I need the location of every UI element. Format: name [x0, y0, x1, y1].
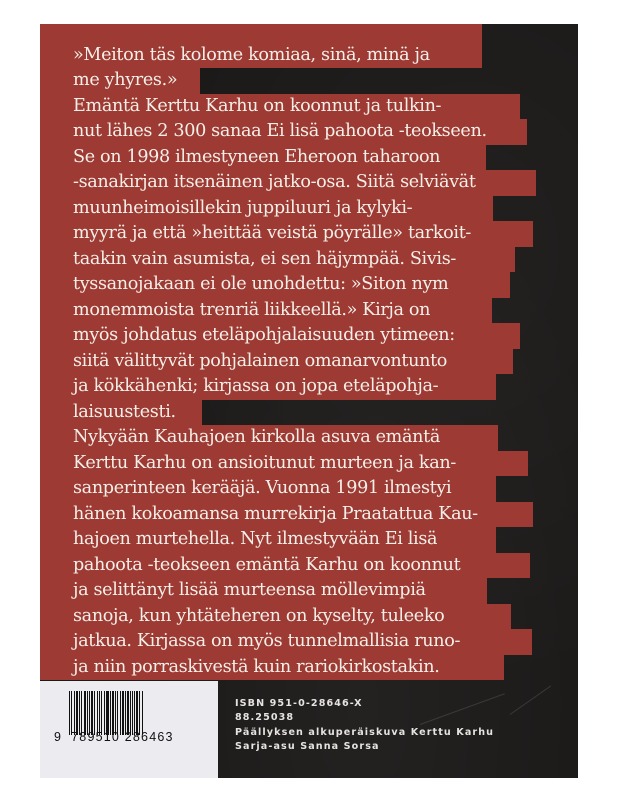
- blurb-line: [40, 476, 496, 502]
- blurb-line-text: Nykyään Kauhajoen kirkolla asuva emäntä: [73, 427, 440, 447]
- publication-info: [235, 697, 494, 754]
- blurb-line-text: myyrä ja että »heittää veistä pöyrälle» tarkoit-: [73, 223, 472, 243]
- blurb-line-text: me yhyres.»: [73, 70, 178, 90]
- blurb-line-text: Se on 1998 ilmestyneen Eheroon taharoon: [73, 146, 441, 167]
- blurb-line-text: »Meiton täs kolome komiaa, sinä, minä ja: [73, 44, 430, 65]
- blurb-line: [40, 272, 510, 298]
- blurb-line-text: sanperinteen kerääjä. Vuonna 1991 ilmestyi: [73, 478, 452, 498]
- blurb-text: [40, 24, 578, 680]
- blurb-line: [40, 349, 513, 375]
- blurb-line-text: Kerttu Karhu on ansioitunut murteen ja kan-: [73, 452, 456, 473]
- blurb-line-text: Emäntä Kerttu Karhu on koonnut ja tulkin-: [73, 95, 442, 116]
- blurb-line: [40, 94, 520, 120]
- blurb-line: [40, 323, 520, 349]
- blurb-line-text: taakin vain asumista, ei sen häjympää. Sivis-: [73, 248, 456, 269]
- blurb-line-text: -sanakirjan itsenäinen jatko-osa. Siitä selviävät: [73, 172, 476, 192]
- bottom-strip: [40, 681, 578, 778]
- blurb-line: [40, 221, 533, 247]
- blurb-line: [40, 553, 530, 579]
- blurb-line: [40, 247, 515, 273]
- blurb-line-text: muunheimoisillekin juppiluuri ja kylyki-: [73, 197, 413, 218]
- barcode-lead-digit: 9: [54, 730, 63, 744]
- blurb-line: [40, 425, 498, 451]
- blurb-line: [40, 119, 527, 145]
- blurb-line-text: jatkua. Kirjassa on myös tunnelmallisia runo-: [73, 631, 461, 651]
- blurb-line: [40, 655, 504, 681]
- blurb-line-text: hajoen murtehella. Nyt ilmestyvään Ei lisä: [73, 529, 438, 549]
- barcode-icon: [69, 691, 171, 735]
- blurb-line: [40, 604, 511, 630]
- blurb-line-text: ja niin porraskivestä kuin rariokirkostakin.: [73, 656, 440, 677]
- cover-image-credit: Päällyksen alkuperäiskuva Kerttu Karhu: [235, 726, 495, 738]
- blurb-line: [40, 298, 492, 324]
- blurb-line-text: hänen kokoamansa murrekirja Praatattua Kau-: [73, 503, 478, 524]
- blurb-line-text: sanoja, kun yhtäteheren on kyselty, tuleeko: [73, 605, 445, 626]
- blurb-line-text: pahoota -teokseen emäntä Karhu on koonnut: [73, 554, 461, 575]
- blurb-line: [40, 451, 528, 477]
- blurb-line: [40, 502, 533, 528]
- book-back-cover: [40, 24, 578, 778]
- blurb-line-text: myös johdatus eteläpohjalaisuuden ytimeen:: [73, 325, 455, 345]
- barcode-digits: 789510 286463: [71, 730, 174, 744]
- barcode-number: [54, 730, 174, 744]
- blurb-line: [40, 527, 496, 553]
- series-design-credit: Sarja-asu Sanna Sorsa: [235, 740, 380, 752]
- blurb-line: [40, 578, 487, 604]
- blurb-line-text: tyssanojakaan ei ole unohdettu: »Siton nym: [73, 274, 449, 294]
- blurb-line: [40, 196, 493, 222]
- blurb-line-text: nut lähes 2 300 sanaa Ei lisä pahoota -teokseen.: [73, 121, 487, 141]
- blurb-line: [40, 374, 496, 400]
- classification-code: 88.25038: [235, 712, 295, 724]
- barcode-area: [40, 681, 218, 778]
- blurb-line-text: siitä välittyvät pohjalainen omanarvontunto: [73, 350, 448, 371]
- blurb-line-text: monemmoista trenriä liikkeellä.» Kirja on: [73, 299, 431, 320]
- blurb-line-text: ja kökkähenki; kirjassa on jopa eteläpohja-: [73, 376, 439, 396]
- blurb-line: [40, 145, 486, 171]
- blurb-line-text: laisuustesti.: [73, 401, 176, 422]
- blurb-line: [40, 24, 482, 68]
- blurb-line-text: ja selittänyt lisää murteensa möllevimpiä: [73, 580, 426, 600]
- blurb-line: [40, 68, 200, 94]
- blurb-line: [40, 629, 532, 655]
- blurb-line: [40, 170, 536, 196]
- isbn: ISBN 951-0-28646-X: [235, 698, 363, 709]
- blurb-line: [40, 400, 202, 426]
